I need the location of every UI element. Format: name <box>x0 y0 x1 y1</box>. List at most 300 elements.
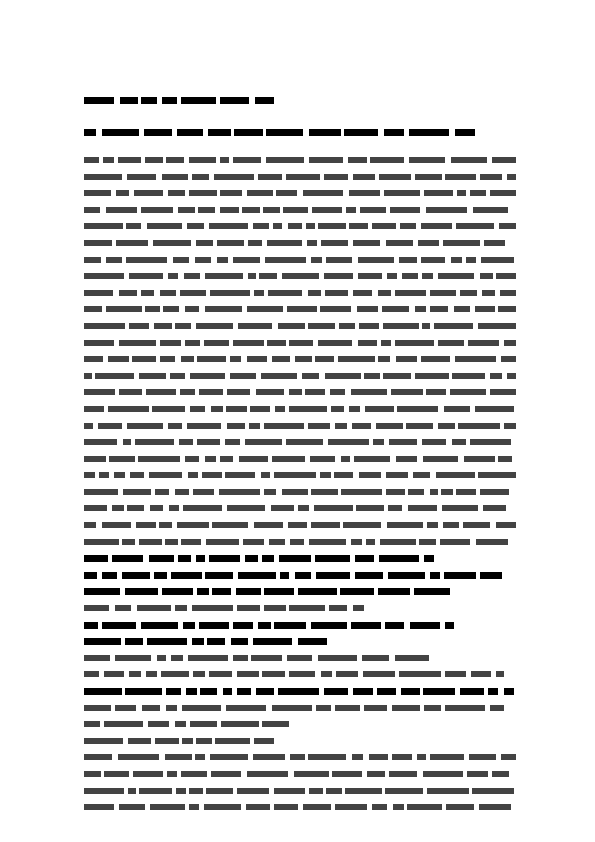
text-word <box>504 423 516 429</box>
text-word <box>84 721 100 727</box>
text-word <box>168 190 185 196</box>
text-word <box>199 389 223 395</box>
text-word <box>268 290 302 296</box>
text-word <box>379 555 419 562</box>
text-word <box>382 306 409 312</box>
text-word <box>490 190 516 196</box>
text-word <box>363 671 395 677</box>
text-word <box>84 489 118 495</box>
text-word <box>443 240 480 246</box>
text-word <box>460 688 484 695</box>
text-word <box>288 522 307 528</box>
text-word <box>212 588 231 595</box>
text-word <box>175 489 189 495</box>
text-word <box>415 373 449 379</box>
text-word <box>320 306 351 312</box>
text-word <box>336 671 358 677</box>
text-word <box>499 223 516 229</box>
text-word <box>161 671 189 677</box>
text-word <box>178 555 191 562</box>
text-word <box>308 423 330 429</box>
text-word <box>195 754 205 760</box>
text-word <box>466 257 476 263</box>
text-line <box>84 539 516 545</box>
text-word <box>116 190 129 196</box>
text-word <box>446 804 474 810</box>
text-word <box>490 373 502 379</box>
text-word <box>202 472 222 478</box>
text-word <box>378 588 410 595</box>
text-word <box>84 539 119 545</box>
text-word <box>310 456 335 462</box>
text-word <box>253 223 269 229</box>
text-word <box>413 472 430 478</box>
text-line <box>84 605 516 611</box>
text-word <box>289 671 315 677</box>
text-word <box>125 688 162 695</box>
text-word <box>84 97 114 104</box>
text-line <box>84 340 516 346</box>
text-word <box>147 223 182 229</box>
text-word <box>128 738 151 744</box>
text-word <box>472 788 514 794</box>
text-word <box>386 472 408 478</box>
text-word <box>163 306 179 312</box>
text-word <box>475 306 495 312</box>
text-word <box>455 129 475 136</box>
text-word <box>243 539 264 545</box>
text-word <box>364 705 387 711</box>
text-word <box>185 456 199 462</box>
text-word <box>185 340 200 346</box>
text-word <box>385 622 404 629</box>
text-word <box>353 605 364 611</box>
text-word <box>251 655 282 661</box>
text-word <box>84 273 124 279</box>
text-word <box>349 406 360 412</box>
text-word <box>267 340 286 346</box>
text-word <box>272 456 305 462</box>
text-word <box>263 207 280 213</box>
text-word <box>353 174 375 180</box>
text-word <box>99 472 109 478</box>
text-word <box>355 572 383 579</box>
text-word <box>353 688 373 695</box>
text-word <box>331 406 344 412</box>
text-word <box>389 439 417 445</box>
text-word <box>141 207 173 213</box>
text-word <box>421 356 450 362</box>
text-word <box>408 489 424 495</box>
text-word <box>108 406 149 412</box>
text-line <box>84 174 516 180</box>
text-word <box>426 389 446 395</box>
text-word <box>199 622 229 629</box>
text-word <box>142 705 160 711</box>
text-word <box>211 406 223 412</box>
text-word <box>84 788 124 794</box>
text-word <box>370 157 404 163</box>
text-word <box>424 705 441 711</box>
text-word <box>414 588 450 595</box>
text-word <box>119 804 145 810</box>
text-word <box>507 373 516 379</box>
text-word <box>287 655 312 661</box>
text-word <box>183 505 222 511</box>
text-word <box>388 572 425 579</box>
text-line <box>84 804 516 810</box>
text-word <box>396 356 417 362</box>
text-word <box>399 257 417 263</box>
text-line <box>84 323 516 329</box>
text-word <box>196 555 205 562</box>
text-word <box>154 572 167 579</box>
text-line <box>84 655 516 661</box>
text-word <box>238 572 276 579</box>
text-word <box>190 721 217 727</box>
text-word <box>441 489 453 495</box>
text-word <box>355 555 374 562</box>
text-word <box>233 340 264 346</box>
text-word <box>259 273 277 279</box>
text-word <box>460 290 477 296</box>
text-word <box>430 489 438 495</box>
text-word <box>175 323 191 329</box>
text-word <box>326 257 352 263</box>
text-word <box>123 489 151 495</box>
text-word <box>209 671 232 677</box>
text-word <box>362 655 389 661</box>
text-word <box>84 588 120 595</box>
text-line <box>84 439 516 445</box>
text-word <box>146 389 176 395</box>
text-word <box>84 655 110 661</box>
text-word <box>204 804 241 810</box>
text-word <box>160 356 175 362</box>
text-word <box>190 373 225 379</box>
text-word <box>98 423 122 429</box>
text-word <box>274 804 298 810</box>
text-word <box>226 406 247 412</box>
text-word <box>209 223 248 229</box>
text-word <box>325 290 348 296</box>
text-word <box>307 240 317 246</box>
text-word <box>501 356 516 362</box>
text-word <box>424 190 453 196</box>
text-word <box>84 572 97 579</box>
text-word <box>452 439 466 445</box>
text-line <box>84 788 516 794</box>
text-word <box>104 671 124 677</box>
text-word <box>84 306 102 312</box>
text-word <box>381 340 391 346</box>
text-word <box>210 290 250 296</box>
text-word <box>316 572 350 579</box>
text-word <box>205 456 216 462</box>
text-word <box>387 522 423 528</box>
text-word <box>289 605 325 611</box>
text-word <box>162 588 193 595</box>
text-word <box>219 489 260 495</box>
text-word <box>476 539 508 545</box>
text-word <box>309 788 323 794</box>
text-word <box>282 273 319 279</box>
text-word <box>321 240 348 246</box>
text-word <box>220 207 239 213</box>
text-word <box>119 389 142 395</box>
text-word <box>167 771 177 777</box>
text-word <box>444 572 476 579</box>
text-word <box>438 423 455 429</box>
text-word <box>423 771 463 777</box>
text-word <box>438 340 464 346</box>
text-word <box>84 439 117 445</box>
text-word <box>189 788 203 794</box>
text-word <box>271 505 294 511</box>
text-word <box>289 389 302 395</box>
text-word <box>286 174 320 180</box>
text-word <box>217 257 228 263</box>
text-line <box>84 406 516 412</box>
text-word <box>452 373 485 379</box>
text-word <box>290 539 304 545</box>
text-word <box>324 688 348 695</box>
text-word <box>316 705 331 711</box>
text-word <box>303 804 331 810</box>
text-word <box>84 207 100 213</box>
text-word <box>289 406 327 412</box>
text-word <box>225 439 240 445</box>
text-word <box>479 804 511 810</box>
text-word <box>273 223 282 229</box>
text-word <box>114 472 125 478</box>
text-word <box>397 406 438 412</box>
text-word <box>422 273 433 279</box>
text-word <box>395 655 429 661</box>
text-word <box>258 622 271 629</box>
text-word <box>454 306 470 312</box>
text-word <box>182 738 193 744</box>
text-word <box>308 754 346 760</box>
text-word <box>162 174 188 180</box>
text-word <box>320 472 331 478</box>
text-word <box>469 754 496 760</box>
text-line <box>84 273 516 279</box>
text-word <box>445 705 485 711</box>
text-word <box>146 671 157 677</box>
text-word <box>380 539 416 545</box>
text-word <box>125 638 143 645</box>
text-word <box>358 257 394 263</box>
text-word <box>356 505 384 511</box>
text-word <box>84 406 104 412</box>
text-word <box>237 788 269 794</box>
text-word <box>221 721 259 727</box>
text-word <box>207 638 225 645</box>
text-word <box>289 340 313 346</box>
text-line <box>84 671 516 677</box>
text-word <box>237 671 259 677</box>
text-word <box>345 788 382 794</box>
text-word <box>227 423 245 429</box>
text-word <box>311 489 338 495</box>
text-word <box>249 423 260 429</box>
text-word <box>206 788 233 794</box>
text-word <box>278 688 319 695</box>
text-word <box>334 472 353 478</box>
text-word <box>227 389 250 395</box>
text-word <box>421 257 445 263</box>
text-word <box>438 273 474 279</box>
text-word <box>233 622 253 629</box>
text-word <box>308 290 321 296</box>
text-word <box>84 522 96 528</box>
text-word <box>127 174 156 180</box>
text-word <box>344 129 378 136</box>
text-word <box>445 671 466 677</box>
document-title <box>84 97 274 107</box>
text-line <box>84 306 516 312</box>
text-word <box>351 539 362 545</box>
text-line <box>84 472 516 478</box>
text-word <box>171 572 202 579</box>
text-word <box>181 97 216 104</box>
text-word <box>295 572 311 579</box>
text-word <box>409 157 445 163</box>
text-line <box>84 638 516 644</box>
text-word <box>84 705 111 711</box>
text-word <box>430 572 440 579</box>
text-word <box>367 771 385 777</box>
text-word <box>475 406 514 412</box>
text-word <box>318 223 346 229</box>
text-word <box>264 605 286 611</box>
text-line <box>84 356 516 362</box>
text-word <box>451 157 487 163</box>
text-word <box>84 174 122 180</box>
text-word <box>253 754 285 760</box>
text-line <box>84 505 516 511</box>
text-word <box>106 207 137 213</box>
text-word <box>150 505 163 511</box>
text-word <box>377 688 396 695</box>
text-word <box>245 439 282 445</box>
text-word <box>445 622 454 629</box>
text-word <box>467 771 488 777</box>
text-word <box>192 605 233 611</box>
text-word <box>272 356 290 362</box>
text-word <box>353 290 372 296</box>
text-word <box>95 373 134 379</box>
text-word <box>109 456 135 462</box>
text-word <box>226 705 266 711</box>
text-word <box>346 207 356 213</box>
text-word <box>220 456 233 462</box>
text-word <box>189 804 199 810</box>
text-word <box>220 157 229 163</box>
text-word <box>186 688 197 695</box>
text-word <box>332 771 362 777</box>
text-word <box>236 588 261 595</box>
text-word <box>272 705 312 711</box>
text-word <box>153 240 191 246</box>
text-word <box>359 472 381 478</box>
text-word <box>306 223 315 229</box>
text-word <box>396 456 417 462</box>
text-word <box>309 129 341 136</box>
text-line <box>84 190 516 196</box>
text-word <box>312 207 342 213</box>
text-word <box>169 505 179 511</box>
text-line <box>84 423 516 429</box>
text-word <box>456 223 494 229</box>
text-line <box>84 622 516 628</box>
text-word <box>360 207 386 213</box>
text-word <box>392 705 420 711</box>
text-word <box>196 323 233 329</box>
text-word <box>458 423 500 429</box>
text-word <box>498 456 512 462</box>
text-word <box>115 705 136 711</box>
text-word <box>152 406 185 412</box>
text-word <box>261 373 297 379</box>
text-word <box>481 257 514 263</box>
text-word <box>247 356 267 362</box>
text-word <box>129 273 163 279</box>
text-word <box>127 423 163 429</box>
text-word <box>463 522 490 528</box>
text-word <box>387 273 397 279</box>
text-word <box>181 356 194 362</box>
text-word <box>490 705 504 711</box>
text-word <box>238 323 272 329</box>
text-word <box>496 522 516 528</box>
text-word <box>211 771 241 777</box>
text-word <box>369 754 388 760</box>
text-word <box>419 539 436 545</box>
text-word <box>389 771 417 777</box>
text-word <box>173 257 189 263</box>
text-word <box>341 489 382 495</box>
text-word <box>136 522 156 528</box>
text-word <box>242 207 260 213</box>
text-word <box>254 290 264 296</box>
text-word <box>264 588 294 595</box>
text-line <box>84 290 516 296</box>
text-line <box>84 240 516 246</box>
document-subtitle <box>84 129 479 138</box>
text-word <box>84 456 106 462</box>
text-word <box>311 622 347 629</box>
text-word <box>378 356 390 362</box>
text-word <box>482 290 495 296</box>
text-word <box>179 439 193 445</box>
text-word <box>423 688 455 695</box>
text-word <box>305 389 325 395</box>
text-word <box>139 539 162 545</box>
text-word <box>214 174 254 180</box>
text-word <box>149 472 182 478</box>
text-word <box>185 306 199 312</box>
text-word <box>406 423 433 429</box>
text-word <box>237 688 251 695</box>
text-word <box>471 671 491 677</box>
text-word <box>269 539 285 545</box>
text-word <box>141 97 157 104</box>
text-word <box>395 340 434 346</box>
text-word <box>180 389 195 395</box>
text-word <box>84 688 122 695</box>
